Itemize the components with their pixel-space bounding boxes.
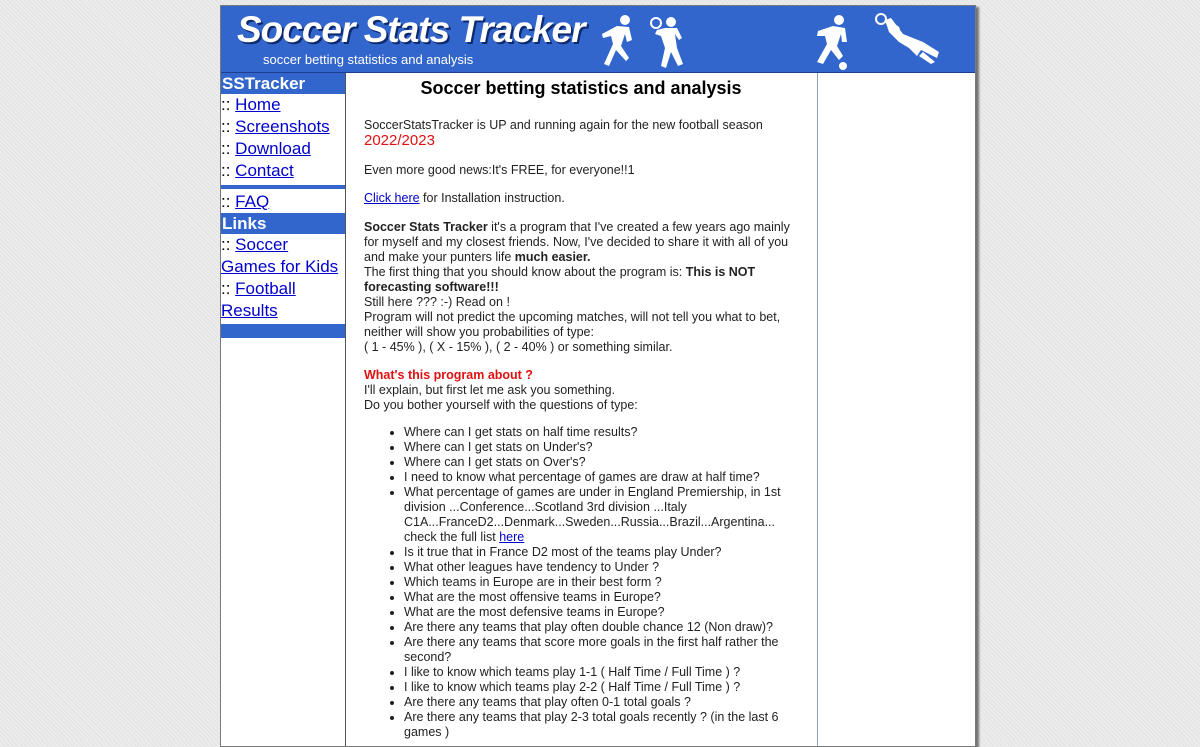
sidebar-separator: [221, 185, 345, 189]
intro-paragraph: [364, 118, 804, 149]
nav-prefix: ::: [221, 117, 236, 136]
probabilities-text: ( 1 - 45% ), ( X - 15% ), ( 2 - 40% ) or something similar.: [364, 340, 673, 354]
nav-prefix: ::: [221, 95, 236, 114]
player-running-icon: [599, 14, 639, 70]
list-item: • I like to know which teams play 1-1 ( Half Time / Full Time ) ?: [404, 665, 804, 680]
list-item: • What are the most defensive teams in Europe?: [404, 605, 804, 620]
install-paragraph: [364, 191, 804, 206]
first-thing-text: The first thing that you should know about the program is:: [364, 265, 686, 279]
about-paragraph: [364, 368, 804, 413]
sidebar-item-contact: [221, 160, 345, 182]
soccer-games-for-kids-link[interactable]: Soccer Games for Kids: [221, 235, 339, 276]
click-here-link[interactable]: Click here: [364, 191, 420, 205]
nav-prefix: ::: [221, 192, 236, 211]
list-item: • Are there any teams that play often 0-1 total goals ?: [404, 695, 804, 710]
sidebar-item-football-results: [221, 278, 345, 322]
good-news-text: Even more good news:It's FREE, for everyone!!1: [364, 163, 635, 177]
list-item: [404, 485, 804, 545]
football-results-link[interactable]: Football Results: [221, 279, 296, 320]
player-header-icon: [649, 14, 689, 70]
sidebar: [221, 73, 345, 338]
home-link[interactable]: Home: [235, 95, 281, 114]
much-easier-text: much easier.: [514, 250, 591, 264]
site-logo[interactable]: Soccer Stats Tracker: [237, 9, 585, 50]
program-name: Soccer Stats Tracker: [364, 220, 488, 234]
sidebar-item-download: [221, 138, 345, 160]
nav-prefix: ::: [221, 139, 236, 158]
page-title: Soccer betting statistics and analysis: [420, 78, 742, 98]
nav-prefix: ::: [221, 161, 236, 180]
explain-text: I'll explain, but first let me ask you something.: [364, 383, 616, 397]
site-tagline: soccer betting statistics and analysis: [263, 52, 474, 67]
sidebar-heading-sstracker: SSTracker: [221, 73, 345, 94]
list-item: • I need to know what percentage of games are draw at half time?: [404, 470, 804, 485]
download-link[interactable]: Download: [235, 139, 311, 158]
list-item: • Is it true that in France D2 most of the teams play Under?: [404, 545, 804, 560]
about-heading: What's this program about ?: [364, 368, 533, 382]
will-not-predict-text: Program will not predict the upcoming matches, will not tell you what to bet, neither will show you probabilities of type:: [364, 310, 781, 339]
list-item: • Are there any teams that play often double chance 12 (Non draw)?: [404, 620, 804, 635]
sidebar-heading-links: Links: [221, 213, 345, 234]
sidebar-bottom-bar: [221, 324, 345, 338]
list-item: • Where can I get stats on Over's?: [404, 455, 804, 470]
list-item: • Are there any teams that play 2-3 total goals recently ? (in the last 6 games ): [404, 710, 804, 740]
list-item: • What are the most offensive teams in Europe?: [404, 590, 804, 605]
faq-link[interactable]: FAQ: [235, 192, 270, 211]
screenshots-link[interactable]: Screenshots: [235, 117, 330, 136]
sidebar-item-screenshots: [221, 116, 345, 138]
still-here-text: Still here ??? :-) Read on !: [364, 295, 510, 309]
list-item: • What other leagues have tendency to Under ?: [404, 560, 804, 575]
season-label: 2022/2023: [364, 132, 435, 149]
goalkeeper-diving-icon: [873, 12, 945, 64]
nav-prefix: ::: [221, 235, 236, 254]
sidebar-item-soccer-games: [221, 234, 345, 278]
nav-prefix: ::: [221, 279, 236, 298]
list-item: • Which teams in Europe are in their best form ?: [404, 575, 804, 590]
page-container: [220, 5, 976, 747]
questions-list: [364, 425, 804, 740]
sidebar-item-home: [221, 94, 345, 116]
intro-text: SoccerStatsTracker is UP and running again for the new football season: [364, 118, 763, 132]
install-text: for Installation instruction.: [419, 191, 565, 205]
column-divider-left: [345, 73, 346, 746]
list-item: • Where can I get stats on Under's?: [404, 440, 804, 455]
main-content: [364, 73, 804, 740]
column-divider-right: [817, 73, 818, 746]
description-paragraph: [364, 220, 804, 355]
list-item: • I like to know which teams play 2-2 ( Half Time / Full Time ) ?: [404, 680, 804, 695]
description-text: it's a program that I've created a few years ago mainly for myself and my closest friends. Now, I've decided to share it with all of you and make your punters life: [364, 220, 790, 264]
question-text: What percentage of games are under in England Premiership, in 1st division ...Conference...Scotland 3rd division ...Italy C1A...FranceD2...Denmark...Sweden...Russia...Brazil...Argentina... check the full list: [404, 485, 781, 544]
bother-text: Do you bother yourself with the questions of type:: [364, 398, 638, 412]
list-item: • Where can I get stats on half time results?: [404, 425, 804, 440]
not-forecasting-text: This is NOT forecasting software!!!: [364, 265, 756, 294]
contact-link[interactable]: Contact: [235, 161, 294, 180]
full-list-here-link[interactable]: here: [499, 530, 525, 544]
list-item: • Are there any teams that score more goals in the first half rather the second?: [404, 635, 804, 665]
player-kicking-icon: [811, 14, 855, 70]
sidebar-item-faq: [221, 191, 345, 213]
site-banner: [221, 6, 975, 73]
